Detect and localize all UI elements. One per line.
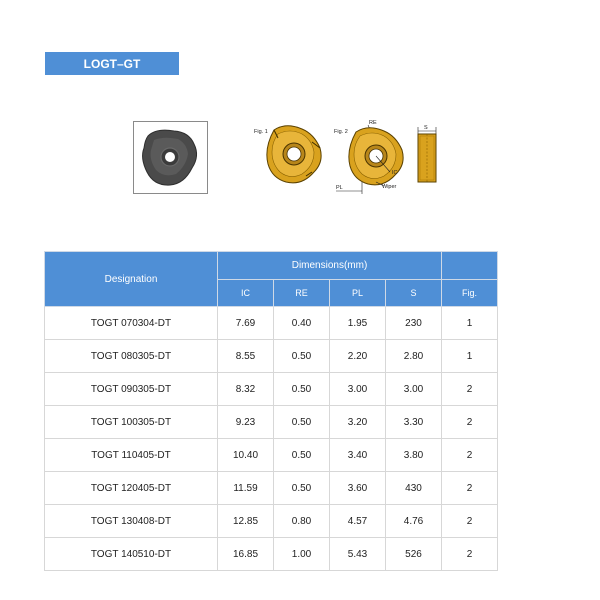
table-row	[45, 406, 498, 439]
designation-cell: TOGT 100305-DT	[45, 406, 218, 439]
pl-cell: 1.95	[330, 307, 386, 340]
ic-cell: 10.40	[218, 439, 274, 472]
table-row	[45, 373, 498, 406]
re-cell: 0.50	[274, 472, 330, 505]
fig1-drawing	[252, 112, 330, 202]
table-row	[45, 307, 498, 340]
pl-cell: 3.20	[330, 406, 386, 439]
product-title: LOGT–GT	[83, 56, 141, 71]
designation-cell: TOGT 070304-DT	[45, 307, 218, 340]
pl-cell: 3.00	[330, 373, 386, 406]
designation-cell: TOGT 120405-DT	[45, 472, 218, 505]
col-re-header: RE	[274, 280, 330, 307]
table-row	[45, 505, 498, 538]
designation-cell: TOGT 140510-DT	[45, 538, 218, 571]
product-title-badge	[45, 52, 179, 75]
fig-cell: 2	[442, 439, 498, 472]
ic-cell: 8.55	[218, 340, 274, 373]
s-cell: 3.30	[386, 406, 442, 439]
pl-cell: 2.20	[330, 340, 386, 373]
s-cell: 230	[386, 307, 442, 340]
ic-cell: 8.32	[218, 373, 274, 406]
insert-photo	[133, 121, 208, 194]
pl-cell: 3.60	[330, 472, 386, 505]
pl-cell: 4.57	[330, 505, 386, 538]
fig-cell: 2	[442, 406, 498, 439]
wiper-label: Wiper	[382, 184, 397, 190]
s-label: S	[424, 125, 428, 131]
col-pl-header: PL	[330, 280, 386, 307]
fig-cell: 1	[442, 307, 498, 340]
fig-cell: 2	[442, 373, 498, 406]
fig-cell: 1	[442, 340, 498, 373]
s-cell: 526	[386, 538, 442, 571]
col-ic-header: IC	[218, 280, 274, 307]
re-label: RE	[369, 120, 377, 126]
s-cell: 3.80	[386, 439, 442, 472]
re-cell: 0.50	[274, 373, 330, 406]
fig2-drawing	[332, 112, 417, 202]
spec-table	[44, 251, 498, 571]
re-cell: 0.80	[274, 505, 330, 538]
fig-header-top	[442, 252, 498, 280]
re-cell: 0.40	[274, 307, 330, 340]
table-row	[45, 340, 498, 373]
re-cell: 0.50	[274, 406, 330, 439]
spec-table-body	[45, 307, 498, 571]
fig2-label: Fig. 2	[334, 129, 348, 135]
s-cell: 3.00	[386, 373, 442, 406]
pl-cell: 3.40	[330, 439, 386, 472]
designation-cell: TOGT 090305-DT	[45, 373, 218, 406]
table-row	[45, 472, 498, 505]
fig-header: Fig.	[442, 280, 498, 307]
pl-cell: 5.43	[330, 538, 386, 571]
col-s-header: S	[386, 280, 442, 307]
re-cell: 0.50	[274, 439, 330, 472]
fig-cell: 2	[442, 472, 498, 505]
designation-cell: TOGT 080305-DT	[45, 340, 218, 373]
fig-cell: 2	[442, 505, 498, 538]
pl-label: PL	[336, 185, 343, 191]
designation-cell: TOGT 110405-DT	[45, 439, 218, 472]
ic-cell: 7.69	[218, 307, 274, 340]
fig-cell: 2	[442, 538, 498, 571]
side-view-drawing	[412, 112, 442, 202]
re-cell: 0.50	[274, 340, 330, 373]
ic-label: IC	[392, 170, 398, 176]
re-cell: 1.00	[274, 538, 330, 571]
designation-header: Designation	[45, 252, 218, 307]
table-row	[45, 439, 498, 472]
ic-cell: 12.85	[218, 505, 274, 538]
s-cell: 2.80	[386, 340, 442, 373]
dimensions-header: Dimensions(mm)	[218, 252, 442, 280]
s-cell: 4.76	[386, 505, 442, 538]
ic-cell: 11.59	[218, 472, 274, 505]
designation-cell: TOGT 130408-DT	[45, 505, 218, 538]
ic-cell: 9.23	[218, 406, 274, 439]
table-row	[45, 538, 498, 571]
dark-insert-icon	[134, 122, 207, 193]
fig1-label: Fig. 1	[254, 129, 268, 135]
ic-cell: 16.85	[218, 538, 274, 571]
s-cell: 430	[386, 472, 442, 505]
